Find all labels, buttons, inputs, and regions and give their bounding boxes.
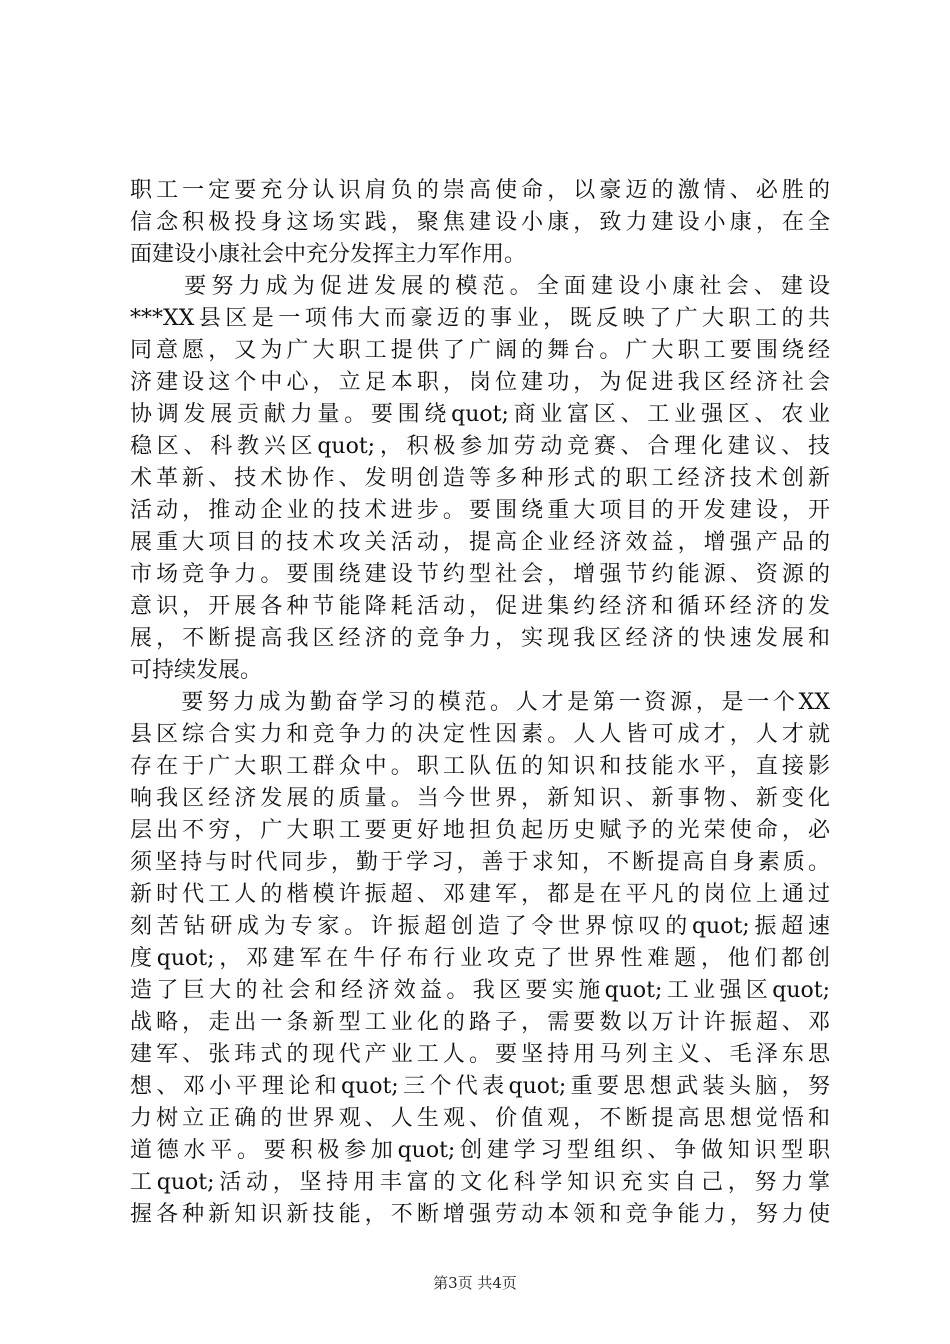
- text-line: 展重大项目的技术攻关活动，提高企业经济效益，增强产品的: [130, 530, 830, 555]
- text-line: 刻苦钻研成为专家。许振超创造了令世界惊叹的quot;振超速: [130, 914, 830, 939]
- text-line: 稳区、科教兴区quot;，积极参加劳动竞赛、合理化建议、技: [130, 434, 830, 459]
- text-line: 存在于广大职工群众中。职工队伍的知识和技能水平，直接影: [130, 754, 830, 779]
- text-line: 力树立正确的世界观、人生观、价值观，不断提高思想觉悟和: [130, 1106, 830, 1131]
- text-line: 济建设这个中心，立足本职，岗位建功，为促进我区经济社会: [130, 370, 830, 395]
- text-line: 响我区经济发展的质量。当今世界，新知识、新事物、新变化: [130, 786, 830, 811]
- text-line: 协调发展贡献力量。要围绕quot;商业富区、工业强区、农业: [130, 402, 830, 427]
- text-line: 活动，推动企业的技术进步。要围绕重大项目的开发建设，开: [130, 498, 830, 523]
- page-footer: 第3页 共4页: [433, 1274, 517, 1292]
- text-line: 要努力成为勤奋学习的模范。人才是第一资源，是一个XX: [130, 690, 830, 715]
- text-line: 战略，走出一条新型工业化的路子，需要数以万计许振超、邓: [130, 1010, 830, 1035]
- text-line: 市场竞争力。要围绕建设节约型社会，增强节约能源、资源的: [130, 562, 830, 587]
- text-line: 同意愿，又为广大职工提供了广阔的舞台。广大职工要围绕经: [130, 338, 830, 363]
- text-line: 面建设小康社会中充分发挥主力军作用。: [130, 242, 527, 267]
- text-line: 职工一定要充分认识肩负的崇高使命，以豪迈的激情、必胜的: [130, 178, 830, 203]
- text-line: 度quot;，邓建军在牛仔布行业攻克了世界性难题，他们都创: [130, 946, 830, 971]
- text-line: 造了巨大的社会和经济效益。我区要实施quot;工业强区quot;: [130, 978, 830, 1003]
- text-line: ***XX县区是一项伟大而豪迈的事业，既反映了广大职工的共: [130, 306, 830, 331]
- text-line: 想、邓小平理论和quot;三个代表quot;重要思想武装头脑，努: [130, 1074, 830, 1099]
- text-line: 道德水平。要积极参加quot;创建学习型组织、争做知识型职: [130, 1138, 830, 1163]
- text-line: 建军、张玮式的现代产业工人。要坚持用马列主义、毛泽东思: [130, 1042, 830, 1067]
- text-line: 可持续发展。: [130, 658, 263, 683]
- text-line: 县区综合实力和竞争力的决定性因素。人人皆可成才，人才就: [130, 722, 830, 747]
- text-line: 工quot;活动，坚持用丰富的文化科学知识充实自己，努力掌: [130, 1170, 830, 1195]
- text-line: 层出不穷，广大职工要更好地担负起历史赋予的光荣使命，必: [130, 818, 830, 843]
- body-text: [130, 175, 830, 1231]
- text-line: 意识，开展各种节能降耗活动，促进集约经济和循环经济的发: [130, 594, 830, 619]
- text-line: 握各种新知识新技能，不断增强劳动本领和竞争能力，努力使: [130, 1202, 830, 1227]
- text-line: 信念积极投身这场实践，聚焦建设小康，致力建设小康，在全: [130, 210, 830, 235]
- text-line: 新时代工人的楷模许振超、邓建军，都是在平凡的岗位上通过: [130, 882, 830, 907]
- text-line: 展，不断提高我区经济的竞争力，实现我区经济的快速发展和: [130, 626, 830, 651]
- text-line: 要努力成为促进发展的模范。全面建设小康社会、建设: [130, 274, 830, 299]
- text-line: 术革新、技术协作、发明创造等多种形式的职工经济技术创新: [130, 466, 830, 491]
- text-line: 须坚持与时代同步，勤于学习，善于求知，不断提高自身素质。: [130, 850, 830, 875]
